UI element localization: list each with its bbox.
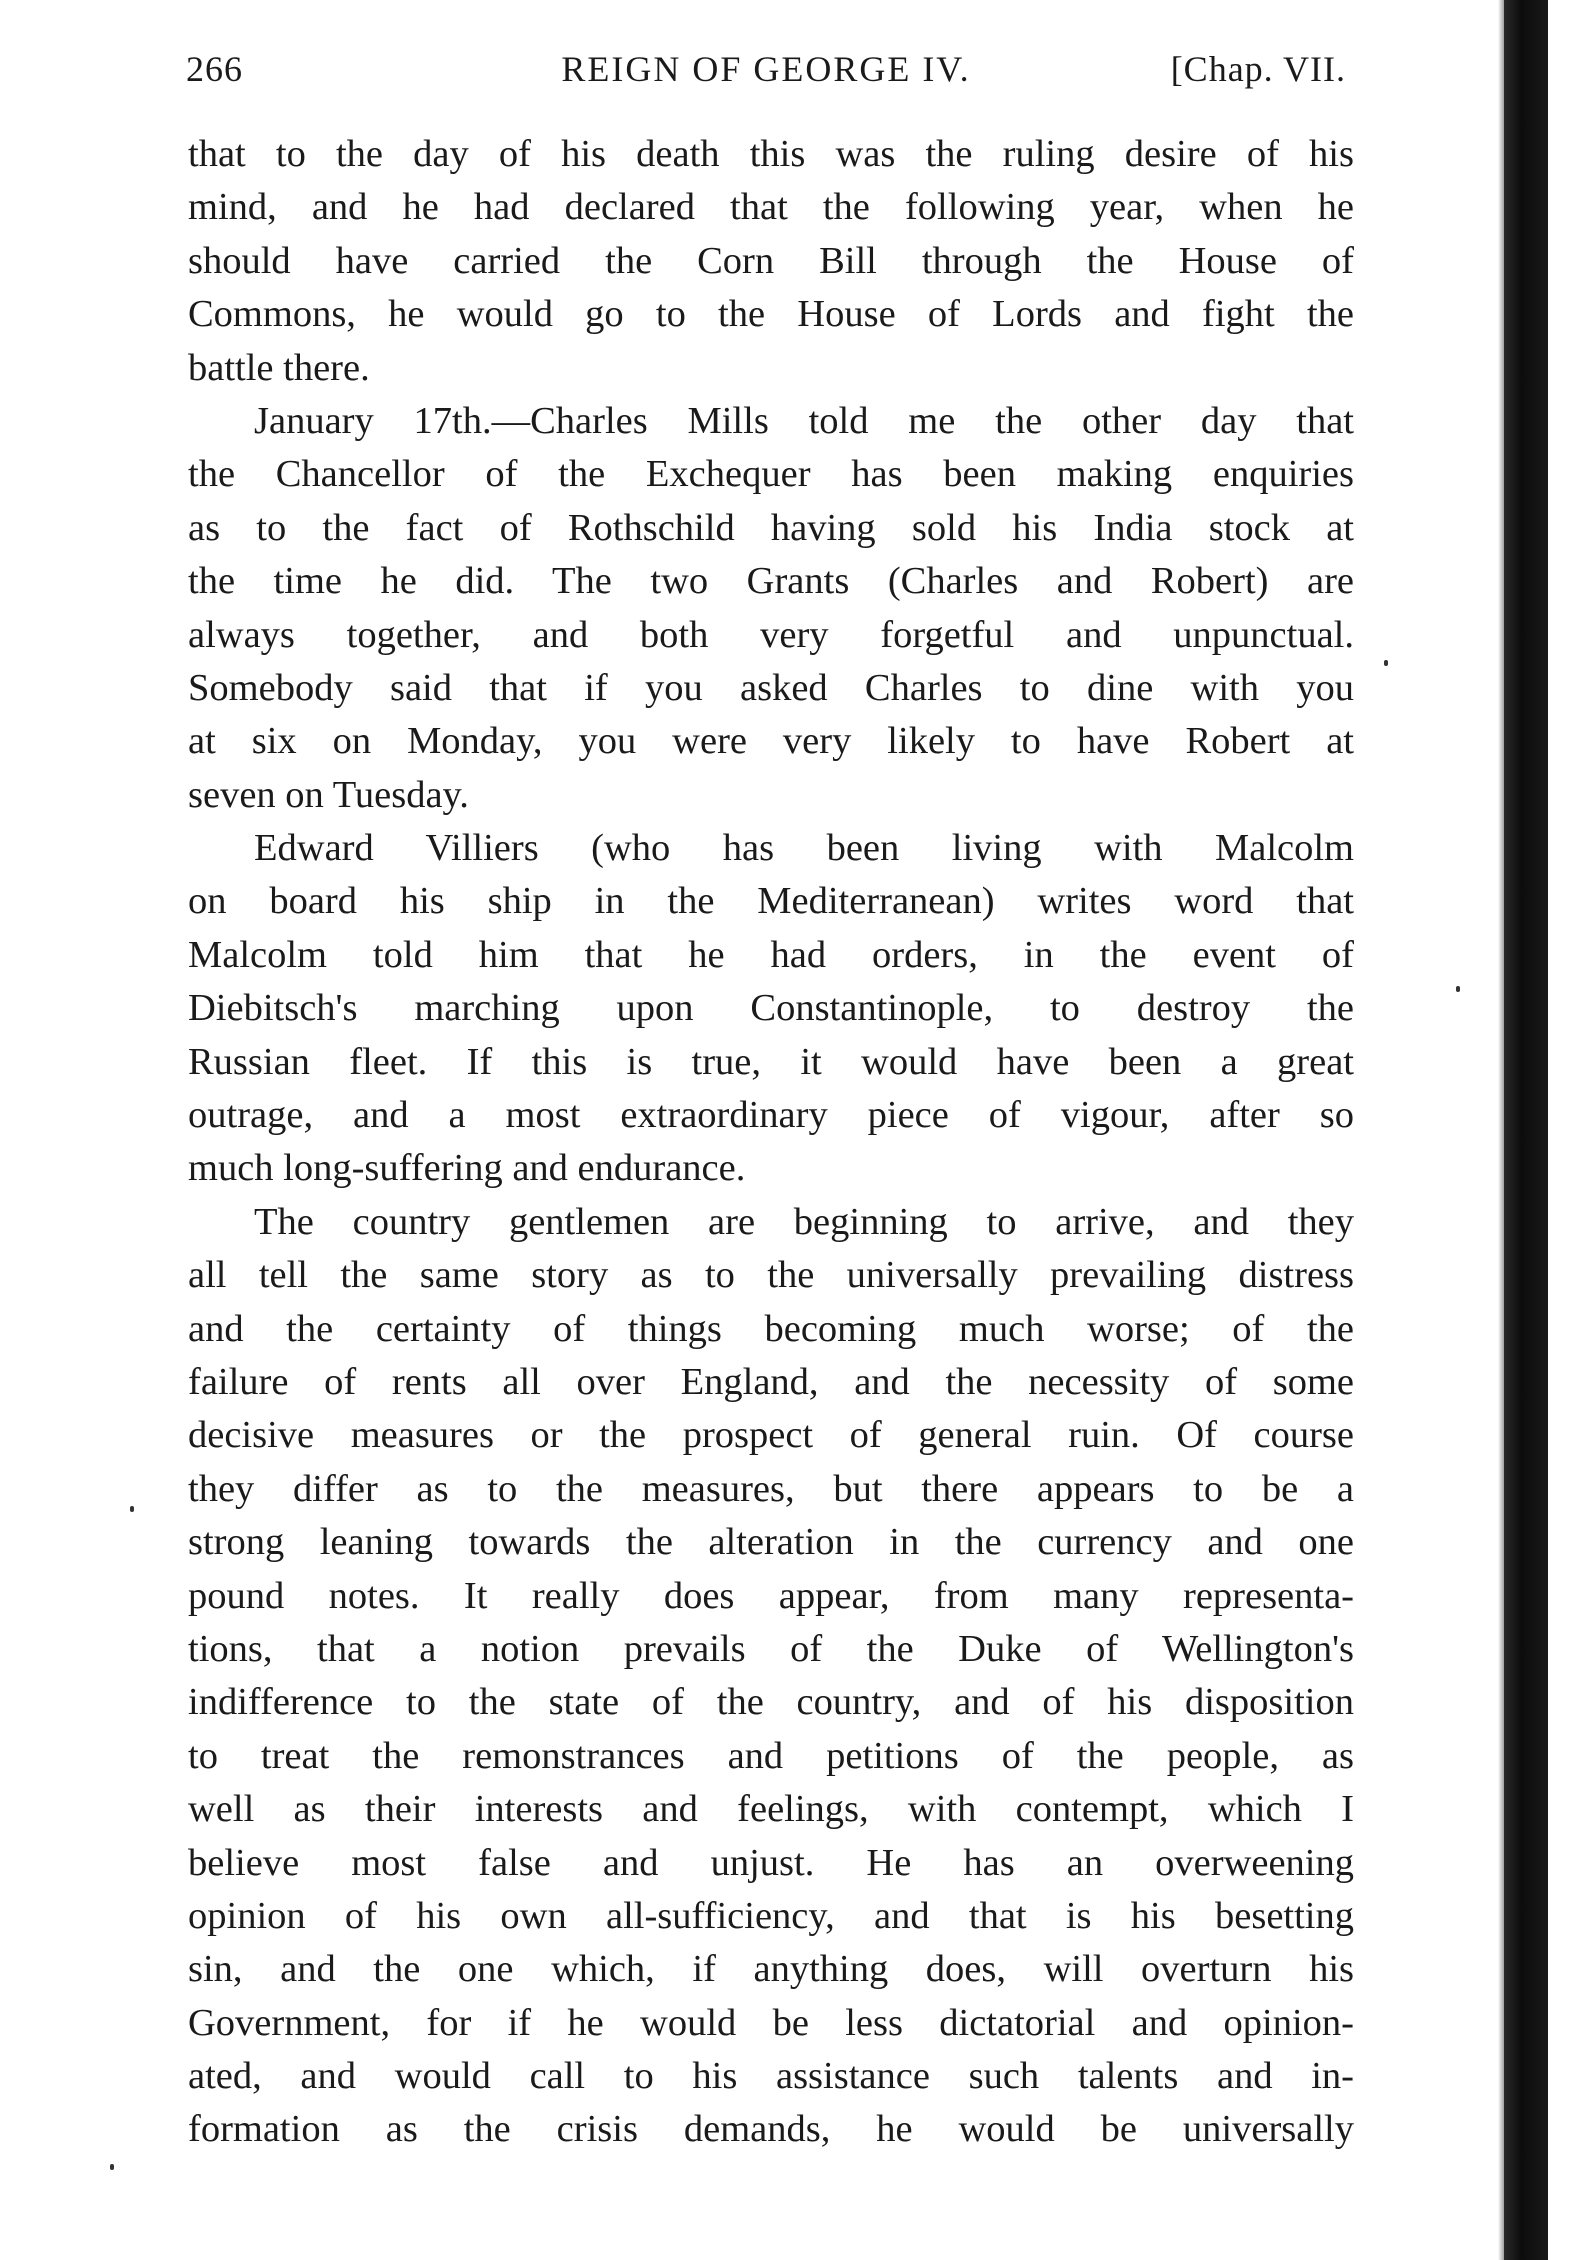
text-line: believe most false and unjust. He has an overweening — [188, 1841, 1354, 1884]
text-line: decisive measures or the prospect of general ruin. Of course — [188, 1414, 1354, 1457]
text-line: the Chancellor of the Exchequer has been making enquiries — [188, 453, 1354, 496]
running-head — [186, 48, 1346, 98]
body-text — [188, 128, 1354, 2157]
text-line-diary-date: January 17th.—Charles Mills told me the other day that — [254, 399, 1354, 442]
text-line: much long-suffering and endurance. — [188, 1147, 746, 1190]
text-line: seven on Tuesday. — [188, 773, 469, 816]
scan-speck — [1456, 986, 1460, 992]
scan-speck — [110, 2164, 114, 2170]
text-line: outrage, and a most extraordinary piece of vigour, after so — [188, 1094, 1354, 1137]
text-line: Diebitsch's marching upon Constantinople, to destroy the — [188, 987, 1354, 1030]
text-line: pound notes. It really does appear, from many representa- — [188, 1574, 1354, 1617]
text-line: to treat the remonstrances and petitions of the people, as — [188, 1734, 1354, 1777]
text-line: opinion of his own all-sufficiency, and that is his besetting — [188, 1894, 1354, 1937]
text-line: indifference to the state of the country, and of his disposition — [188, 1681, 1354, 1724]
text-line: that to the day of his death this was the ruling desire of his — [188, 133, 1354, 175]
scan-speck — [130, 1506, 134, 1512]
text-line: formation as the crisis demands, he would be universally — [188, 2108, 1354, 2151]
text-line: should have carried the Corn Bill through the House of — [188, 239, 1354, 282]
text-line: mind, and he had declared that the following year, when he — [188, 186, 1354, 229]
scan-binding-shadow — [1504, 0, 1548, 2260]
text-line: strong leaning towards the alteration in the currency and one — [188, 1521, 1354, 1564]
text-line: Commons, he would go to the House of Lords and fight the — [188, 293, 1354, 336]
page-number: 266 — [186, 49, 243, 89]
text-line: ated, and would call to his assistance such talents and in- — [188, 2055, 1354, 2098]
text-line: all tell the same story as to the universally prevailing distress — [188, 1254, 1354, 1297]
text-line: sin, and the one which, if anything does, will overturn his — [188, 1948, 1354, 1991]
text-line: tions, that a notion prevails of the Duke of Wellington's — [188, 1627, 1354, 1670]
text-line: the time he did. The two Grants (Charles and Robert) are — [188, 560, 1354, 603]
text-line: Malcolm told him that he had orders, in the event of — [188, 933, 1354, 976]
text-line: failure of rents all over England, and the necessity of some — [188, 1360, 1354, 1403]
chapter-reference: [Chap. VII. — [1170, 49, 1346, 89]
text-line: Somebody said that if you asked Charles to dine with you — [188, 666, 1354, 709]
text-line: on board his ship in the Mediterranean) writes word that — [188, 880, 1354, 923]
text-line: Government, for if he would be less dictatorial and opinion- — [188, 2001, 1354, 2044]
text-line: always together, and both very forgetful and unpunctual. — [188, 613, 1354, 656]
text-line: at six on Monday, you were very likely to have Robert at — [188, 720, 1354, 763]
text-line: Edward Villiers (who has been living with Malcolm — [254, 827, 1354, 870]
running-title: REIGN OF GEORGE IV. — [561, 49, 971, 89]
text-line: they differ as to the measures, but there appears to be a — [188, 1467, 1354, 1510]
text-line: The country gentlemen are beginning to arrive, and they — [254, 1200, 1354, 1243]
text-line: Russian fleet. If this is true, it would have been a great — [188, 1040, 1354, 1083]
text-line: as to the fact of Rothschild having sold his India stock at — [188, 506, 1354, 549]
text-line: battle there. — [188, 346, 370, 389]
text-line: well as their interests and feelings, with contempt, which I — [188, 1788, 1354, 1831]
text-line: and the certainty of things becoming much worse; of the — [188, 1307, 1354, 1350]
scan-speck — [1384, 660, 1388, 666]
